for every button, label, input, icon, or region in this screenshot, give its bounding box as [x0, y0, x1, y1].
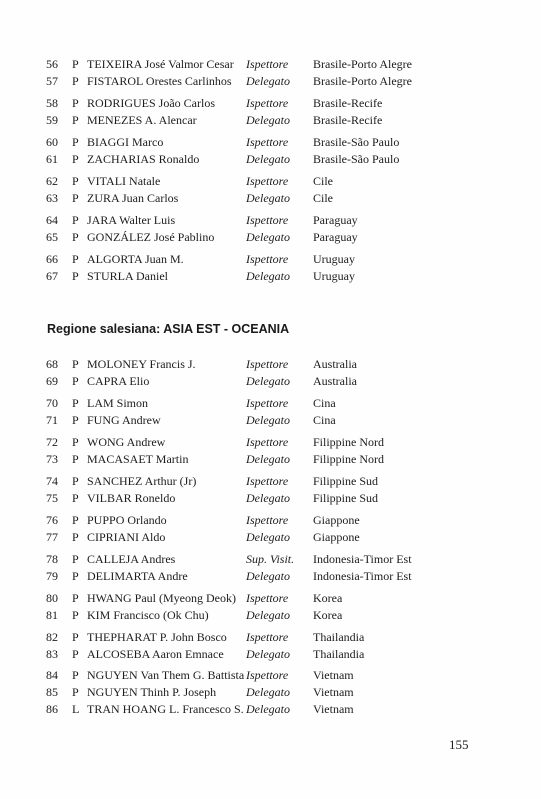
entry-role: Ispettore: [246, 135, 289, 149]
entry-province: Australia: [313, 357, 357, 371]
entry-province: Vietnam: [313, 685, 354, 699]
entry-name: ZACHARIAS Ronaldo: [87, 152, 200, 166]
entry-name: GONZÁLEZ José Pablino: [87, 230, 215, 244]
entry-name: HWANG Paul (Myeong Deok): [87, 591, 236, 605]
entry-name: TEIXEIRA José Valmor Cesar: [87, 57, 234, 71]
entry-province: Korea: [313, 591, 343, 605]
entry-role: Ispettore: [246, 357, 289, 371]
entry-name: CIPRIANI Aldo: [87, 530, 166, 544]
entry-province: Brasile-Recife: [313, 96, 383, 110]
entry-province: Cina: [313, 413, 336, 427]
entry-name: CAPRA Elio: [87, 374, 150, 388]
entry-role: Ispettore: [246, 474, 289, 488]
entry-role: Ispettore: [246, 396, 289, 410]
entry-number: 57: [46, 74, 58, 88]
entry-number: 77: [46, 530, 58, 544]
entry-role: Delegato: [246, 491, 290, 505]
entry-number: 64: [46, 213, 58, 227]
entry-category: P: [72, 396, 79, 410]
entry-category: P: [72, 530, 79, 544]
entry-category: P: [72, 191, 79, 205]
entry-category: P: [72, 569, 79, 583]
entry-number: 81: [46, 608, 58, 622]
entry-category: P: [72, 474, 79, 488]
entry-name: SANCHEZ Arthur (Jr): [87, 474, 197, 488]
entry-province: Brasile-Porto Alegre: [313, 57, 412, 71]
entry-role: Delegato: [246, 374, 290, 388]
entry-number: 66: [46, 252, 58, 266]
entry-province: Brasile-Porto Alegre: [313, 74, 412, 88]
entry-number: 74: [46, 474, 58, 488]
entry-number: 78: [46, 552, 58, 566]
entry-role: Ispettore: [246, 252, 289, 266]
entry-role: Delegato: [246, 702, 290, 716]
entry-role: Delegato: [246, 452, 290, 466]
entry-province: Brasile-São Paulo: [313, 135, 400, 149]
entry-category: P: [72, 213, 79, 227]
entry-name: ALGORTA Juan M.: [87, 252, 184, 266]
entry-role: Delegato: [246, 413, 290, 427]
entry-name: WONG Andrew: [87, 435, 166, 449]
entry-number: 65: [46, 230, 58, 244]
entry-number: 67: [46, 269, 58, 283]
entry-number: 75: [46, 491, 58, 505]
entry-name: MENEZES A. Alencar: [87, 113, 197, 127]
entry-number: 86: [46, 702, 58, 716]
entry-number: 61: [46, 152, 58, 166]
entry-province: Cina: [313, 396, 336, 410]
page-number: 155: [449, 737, 469, 752]
entry-role: Delegato: [246, 113, 290, 127]
entry-province: Giappone: [313, 530, 360, 544]
entry-number: 70: [46, 396, 58, 410]
entry-number: 76: [46, 513, 58, 527]
entry-category: P: [72, 96, 79, 110]
entry-category: P: [72, 685, 79, 699]
entry-province: Uruguay: [313, 269, 355, 283]
entry-category: P: [72, 269, 79, 283]
entry-name: VITALI Natale: [87, 174, 161, 188]
entry-name: TRAN HOANG L. Francesco S.: [87, 702, 244, 716]
entry-number: 58: [46, 96, 58, 110]
entry-province: Brasile-Recife: [313, 113, 383, 127]
entry-province: Indonesia-Timor Est: [313, 552, 412, 566]
entry-category: P: [72, 74, 79, 88]
entry-category: P: [72, 552, 79, 566]
entry-number: 83: [46, 647, 58, 661]
entry-province: Korea: [313, 608, 343, 622]
entry-number: 73: [46, 452, 58, 466]
entry-category: P: [72, 113, 79, 127]
entry-number: 85: [46, 685, 58, 699]
entry-category: P: [72, 413, 79, 427]
entry-province: Giappone: [313, 513, 360, 527]
entry-role: Ispettore: [246, 57, 289, 71]
entry-province: Brasile-São Paulo: [313, 152, 400, 166]
entry-name: ALCOSEBA Aaron Emnace: [87, 647, 224, 661]
entry-number: 82: [46, 630, 58, 644]
entry-category: P: [72, 491, 79, 505]
entry-category: P: [72, 57, 79, 71]
entry-name: RODRIGUES João Carlos: [87, 96, 215, 110]
entry-category: P: [72, 374, 79, 388]
entry-number: 72: [46, 435, 58, 449]
entry-number: 84: [46, 668, 58, 682]
entry-role: Ispettore: [246, 591, 289, 605]
entry-province: Paraguay: [313, 213, 358, 227]
entry-role: Delegato: [246, 74, 290, 88]
entry-role: Delegato: [246, 647, 290, 661]
entry-category: L: [72, 702, 80, 716]
entry-name: CALLEJA Andres: [87, 552, 176, 566]
entry-name: PUPPO Orlando: [87, 513, 167, 527]
entry-number: 56: [46, 57, 58, 71]
entry-number: 60: [46, 135, 58, 149]
entry-number: 79: [46, 569, 58, 583]
entry-role: Delegato: [246, 269, 290, 283]
entry-name: JARA Walter Luis: [87, 213, 176, 227]
entry-role: Delegato: [246, 569, 290, 583]
entry-role: Delegato: [246, 191, 290, 205]
entry-category: P: [72, 174, 79, 188]
entry-name: FISTAROL Orestes Carlinhos: [87, 74, 232, 88]
entry-number: 63: [46, 191, 58, 205]
entry-province: Thailandia: [313, 630, 365, 644]
entry-category: P: [72, 630, 79, 644]
entry-category: P: [72, 135, 79, 149]
entry-province: Thailandia: [313, 647, 365, 661]
entry-category: P: [72, 230, 79, 244]
entry-number: 71: [46, 413, 58, 427]
entry-name: LAM Simon: [87, 396, 149, 410]
entry-number: 80: [46, 591, 58, 605]
entry-category: P: [72, 668, 79, 682]
entry-province: Filippine Sud: [313, 491, 379, 505]
entry-province: Indonesia-Timor Est: [313, 569, 412, 583]
entry-number: 69: [46, 374, 58, 388]
entry-role: Delegato: [246, 152, 290, 166]
entry-province: Cile: [313, 174, 333, 188]
entry-role: Ispettore: [246, 435, 289, 449]
entry-name: MACASAET Martin: [87, 452, 189, 466]
entry-category: P: [72, 152, 79, 166]
entry-category: P: [72, 252, 79, 266]
entry-category: P: [72, 513, 79, 527]
entry-role: Delegato: [246, 608, 290, 622]
entry-category: P: [72, 647, 79, 661]
entry-category: P: [72, 608, 79, 622]
entry-name: DELIMARTA Andre: [87, 569, 188, 583]
entry-name: VILBAR Roneldo: [87, 491, 176, 505]
entry-number: 68: [46, 357, 58, 371]
entry-name: NGUYEN Van Them G. Battista: [87, 668, 245, 682]
entry-province: Uruguay: [313, 252, 355, 266]
entry-province: Vietnam: [313, 668, 354, 682]
entry-province: Filippine Nord: [313, 435, 384, 449]
entry-role: Delegato: [246, 530, 290, 544]
entry-role: Ispettore: [246, 630, 289, 644]
entry-category: P: [72, 591, 79, 605]
entry-province: Cile: [313, 191, 333, 205]
entry-role: Ispettore: [246, 668, 289, 682]
entry-category: P: [72, 357, 79, 371]
entry-name: MOLONEY Francis J.: [87, 357, 196, 371]
entry-category: P: [72, 452, 79, 466]
entry-category: P: [72, 435, 79, 449]
entry-name: BIAGGI Marco: [87, 135, 164, 149]
entry-name: ZURA Juan Carlos: [87, 191, 179, 205]
entry-province: Australia: [313, 374, 357, 388]
entry-role: Delegato: [246, 685, 290, 699]
entry-role: Ispettore: [246, 96, 289, 110]
region-heading: Regione salesiana: ASIA EST - OCEANIA: [47, 322, 290, 336]
entry-province: Filippine Sud: [313, 474, 379, 488]
entry-name: STURLA Daniel: [87, 269, 168, 283]
entry-name: NGUYEN Thinh P. Joseph: [87, 685, 217, 699]
entry-role: Ispettore: [246, 213, 289, 227]
entry-number: 59: [46, 113, 58, 127]
entry-number: 62: [46, 174, 58, 188]
entry-province: Paraguay: [313, 230, 358, 244]
entry-name: THEPHARAT P. John Bosco: [87, 630, 227, 644]
entry-province: Filippine Nord: [313, 452, 384, 466]
entry-role: Delegato: [246, 230, 290, 244]
entry-role: Ispettore: [246, 174, 289, 188]
entry-role: Sup. Visit.: [246, 552, 295, 566]
entry-name: KIM Francisco (Ok Chu): [87, 608, 209, 622]
entry-name: FUNG Andrew: [87, 413, 161, 427]
entry-province: Vietnam: [313, 702, 354, 716]
entry-role: Ispettore: [246, 513, 289, 527]
